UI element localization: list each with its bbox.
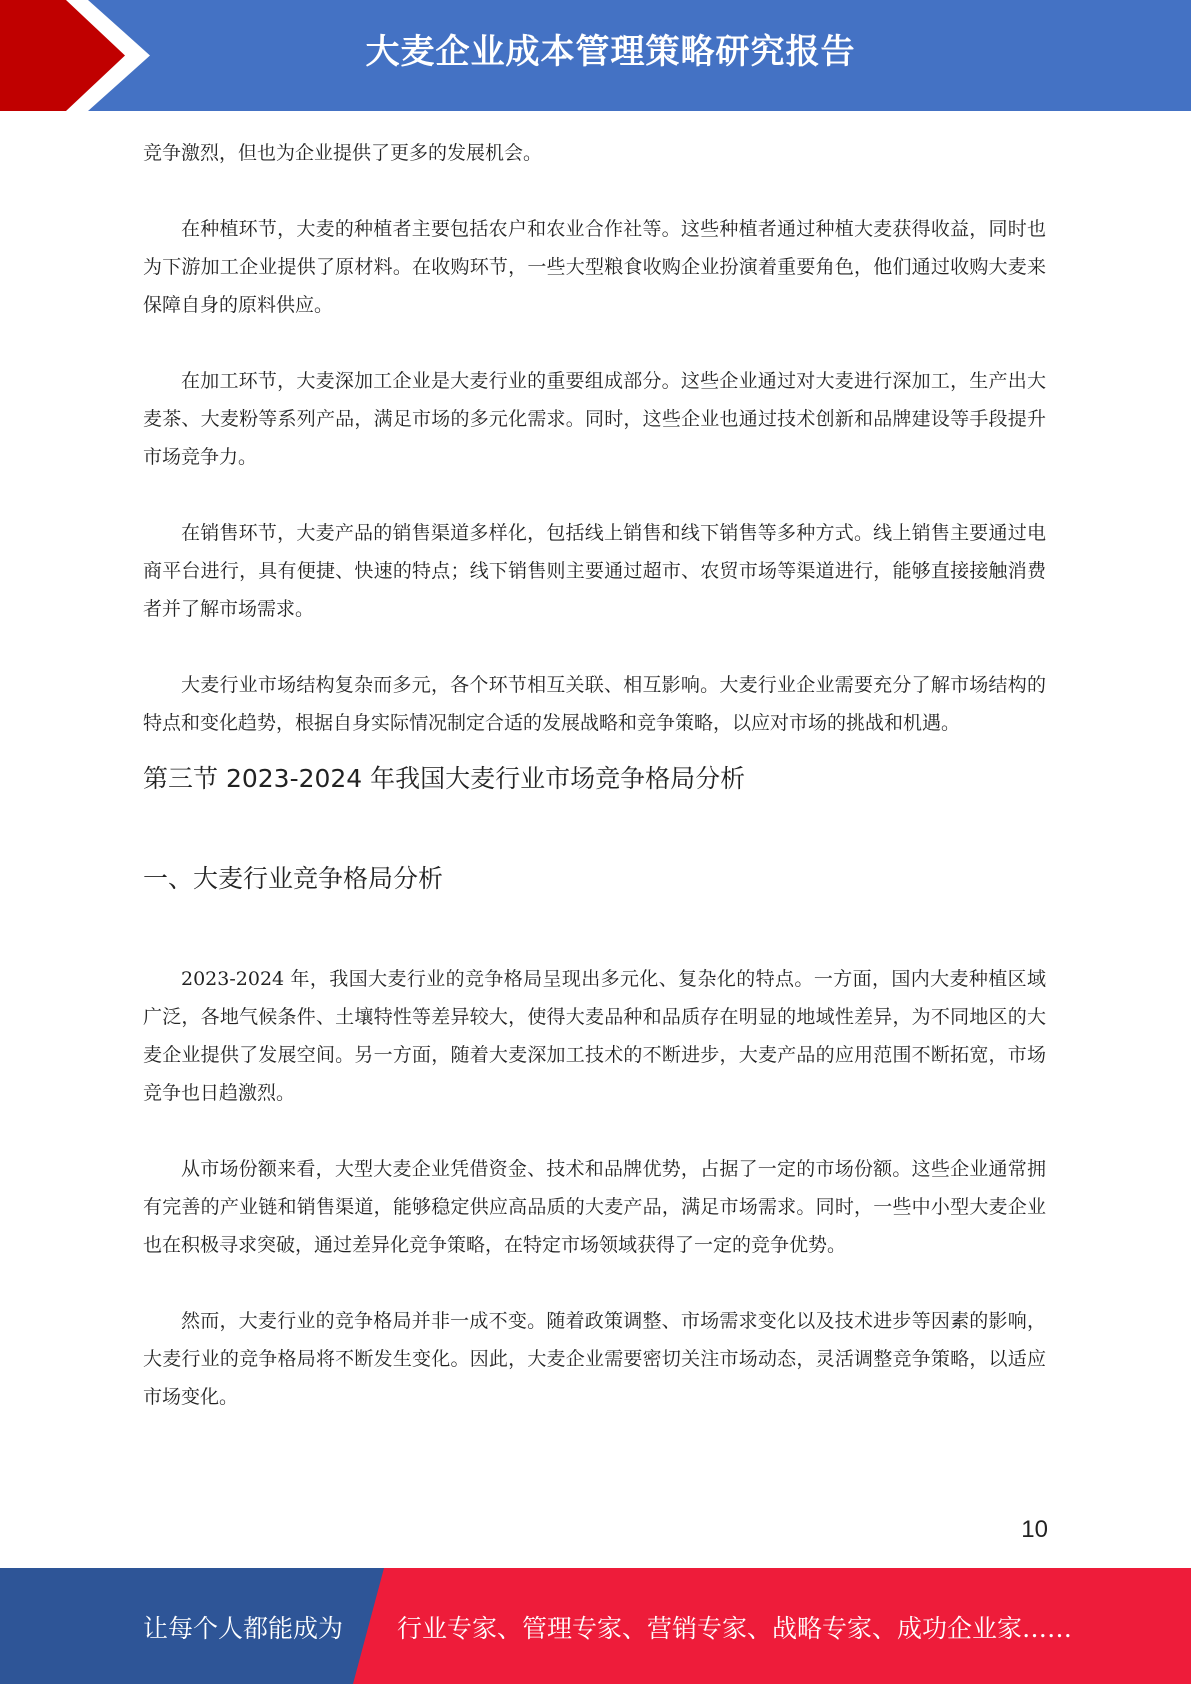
footer-banner — [0, 1568, 1191, 1684]
paragraph: 从市场份额来看，大型大麦企业凭借资金、技术和品牌优势，占据了一定的市场份额。这些企业通常拥有完善的产业链和销售渠道，能够稳定供应高品质的大麦产品，满足市场需求。同时，一些中小型大麦企业也在积极寻求突破，通过差异化竞争策略，在特定市场领域获得了一定的竞争优势。 — [143, 1158, 1046, 1256]
subsection-heading: 一、大麦行业竞争格局分析 — [143, 864, 444, 893]
paragraph: 在销售环节，大麦产品的销售渠道多样化，包括线上销售和线下销售等多种方式。线上销售主要通过电商平台进行，具有便捷、快速的特点；线下销售则主要通过超市、农贸市场等渠道进行，能够直接接触消费者并了解市场需求。 — [143, 522, 1046, 620]
page-content — [143, 134, 1046, 1454]
paragraph: 然而，大麦行业的竞争格局并非一成不变。随着政策调整、市场需求变化以及技术进步等因素的影响，大麦行业的竞争格局将不断发生变化。因此，大麦企业需要密切关注市场动态，灵活调整竞争策略，以适应市场变化。 — [143, 1310, 1046, 1408]
paragraph: 在种植环节，大麦的种植者主要包括农户和农业合作社等。这些种植者通过种植大麦获得收益，同时也为下游加工企业提供了原材料。在收购环节，一些大型粮食收购企业扮演着重要角色，他们通过收购大麦来保障自身的原料供应。 — [143, 218, 1046, 316]
footer-slogan-left: 让每个人都能成为 — [143, 1614, 344, 1643]
paragraph: 竞争激烈，但也为企业提供了更多的发展机会。 — [143, 142, 543, 164]
paragraph: 大麦行业市场结构复杂而多元，各个环节相互关联、相互影响。大麦行业企业需要充分了解市场结构的特点和变化趋势，根据自身实际情况制定合适的发展战略和竞争策略，以应对市场的挑战和机遇。 — [143, 674, 1046, 734]
header-banner — [0, 0, 1191, 111]
report-title: 大麦企业成本管理策略研究报告 — [365, 32, 856, 72]
page-number: 10 — [1021, 1516, 1048, 1543]
footer-slogan-right: 行业专家、管理专家、营销专家、战略专家、成功企业家…… — [397, 1614, 1073, 1643]
paragraph: 2023-2024 年，我国大麦行业的竞争格局呈现出多元化、复杂化的特点。一方面，国内大麦种植区域广泛，各地气候条件、土壤特性等差异较大，使得大麦品种和品质存在明显的地域性差异，为不同地区的大麦企业提供了发展空间。另一方面，随着大麦深加工技术的不断进步，大麦产品的应用范围不断拓宽，市场竞争也日趋激烈。 — [143, 968, 1046, 1104]
paragraph: 在加工环节，大麦深加工企业是大麦行业的重要组成部分。这些企业通过对大麦进行深加工，生产出大麦茶、大麦粉等系列产品，满足市场的多元化需求。同时，这些企业也通过技术创新和品牌建设等手段提升市场竞争力。 — [143, 370, 1046, 468]
section-heading: 第三节 2023-2024 年我国大麦行业市场竞争格局分析 — [143, 764, 746, 793]
